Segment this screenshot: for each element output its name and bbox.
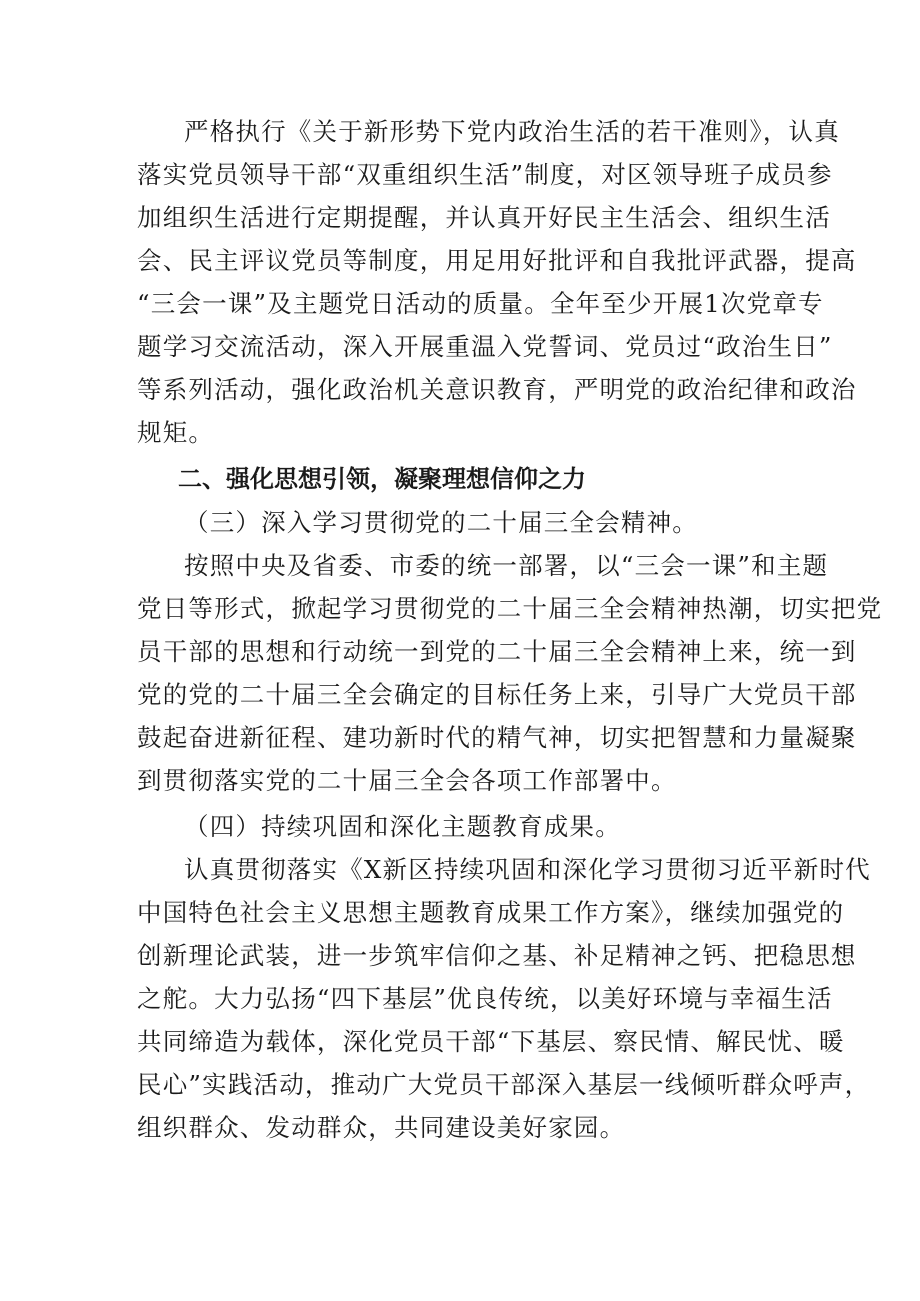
paragraph-line: 等系列活动，强化政治机关意识教育，严明党的政治纪律和政治	[137, 375, 857, 404]
subsection-title: （四）持续巩固和深化主题教育成果。	[184, 812, 621, 841]
paragraph-line: 创新理论武装，进一步筑牢信仰之基、补足精神之钙、把稳思想	[137, 941, 857, 970]
paragraph-line: 员干部的思想和行动统一到党的二十届三全会精神上来，统一到	[137, 637, 857, 666]
paragraph-line: 党日等形式，掀起学习贯彻党的二十届三全会精神热潮，切实把党	[137, 594, 883, 623]
paragraph-line: 规矩。	[137, 418, 215, 447]
paragraph-line: 严格执行《关于新形势下党内政治生活的若干准则》，认真	[184, 117, 840, 146]
section-heading: 二、强化思想引领，凝聚理想信仰之力	[178, 465, 586, 493]
paragraph-line: 中国特色社会主义思想主题教育成果工作方案》，继续加强党的	[137, 898, 845, 927]
paragraph-line: 共同缔造为载体，深化党员干部“下基层、察民情、解民忧、暖	[137, 1027, 845, 1056]
subsection-title: （三）深入学习贯彻党的二十届三全会精神。	[184, 508, 698, 537]
paragraph-line: 组织群众、发动群众，共同建设美好家园。	[137, 1113, 626, 1142]
paragraph-line: 之舵。大力弘扬“四下基层”优良传统，以美好环境与幸福生活	[137, 984, 833, 1013]
paragraph-line: 到贯彻落实党的二十届三全会各项工作部署中。	[137, 766, 677, 795]
paragraph-line: 题学习交流活动，深入开展重温入党誓词、党员过“政治生日”	[137, 332, 833, 361]
paragraph-line: 鼓起奋进新征程、建功新时代的精气神，切实把智慧和力量凝聚	[137, 723, 857, 752]
paragraph-line: 党的党的二十届三全会确定的目标任务上来，引导广大党员干部	[137, 680, 857, 709]
paragraph-line: 会、民主评议党员等制度，用足用好批评和自我批评武器，提高	[137, 246, 857, 275]
paragraph-line: 加组织生活进行定期提醒，并认真开好民主生活会、组织生活	[137, 203, 831, 232]
paragraph-line: “三会一课”及主题党日活动的质量。全年至少开展1次党章专	[137, 289, 824, 318]
paragraph-line: 按照中央及省委、市委的统一部署，以“三会一课”和主题	[184, 551, 829, 580]
paragraph-line: 民心”实践活动，推动广大党员干部深入基层一线倾听群众呼声，	[137, 1070, 871, 1099]
paragraph-line: 认真贯彻落实《X新区持续巩固和深化学习贯彻习近平新时代	[184, 855, 871, 884]
paragraph-line: 落实党员领导干部“双重组织生活”制度，对区领导班子成员参	[137, 160, 833, 189]
